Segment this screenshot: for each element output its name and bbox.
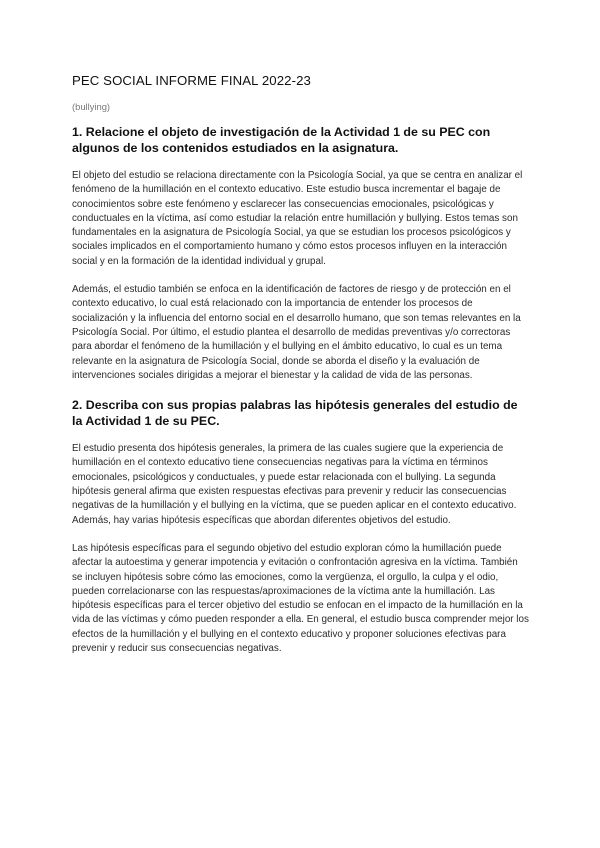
- section-1-paragraph-2: Además, el estudio también se enfoca en la identificación de factores de riesgo y de protección en el contexto educativo, lo cual está relacionado con la importancia de entender los procesos de socialización y la influencia del entorno social en el desarrollo humano, que son temas relevantes en la Psicología Social. Por último, el estudio plantea el desarrollo de medidas preventivas y/o correctoras para abordar el fenómeno de la humillación y el bullying en el ámbito educativo, lo cual es un tema relevante en la asignatura de Psicología Social, donde se aborda el diseño y la evaluación de intervenciones sociales dirigidas a mejorar el bienestar y la calidad de vida de las personas.: [72, 284, 521, 381]
- section-2-paragraph-2: Las hipótesis específicas para el segundo objetivo del estudio exploran cómo la humillación puede afectar la autoestima y generar impotencia y evitación o confrontación agresiva en la víctima. También se incluyen hipótesis sobre cómo las emociones, como la vergüenza, el orgullo, la culpa y el odio, pueden correlacionarse con las respuestas/aproximaciones de la víctima ante la humillación. Las hipótesis específicas para el tercer objetivo del estudio se enfocan en el impacto de la humillación en la vida de las víctimas y cómo pueden responder a ella. En general, el estudio busca comprender mejor los efectos de la humillación y el bullying en el contexto educativo y proponer soluciones efectivas para prevenir y reducir sus consecuencias negativas.: [72, 542, 529, 655]
- document-subtitle: (bullying): [72, 101, 111, 112]
- document-title: PEC SOCIAL INFORME FINAL 2022-23: [72, 73, 311, 88]
- section-2-heading: 2. Describa con sus propias palabras las hipótesis generales del estudio de la Actividad 1 de su PEC.: [72, 398, 518, 429]
- section-2-paragraph-1: El estudio presenta dos hipótesis generales, la primera de las cuales sugiere que la experiencia de humillación en el contexto educativo tiene consecuencias negativas para la víctima en términos emocionales, psicológicos y conductuales, y puede estar relacionada con el bullying. La segunda hipótesis general afirma que existen respuestas efectivas para prevenir y reducir las consecuencias negativas de la humillación y el bullying en la víctima, que se pueden aplicar en el contexto educativo. Además, hay varias hipótesis específicas que abordan diferentes objetivos del estudio.: [72, 443, 517, 526]
- section-1-paragraph-1: El objeto del estudio se relaciona directamente con la Psicología Social, ya que se centra en analizar el fenómeno de la humillación en el contexto educativo. Este estudio busca incrementar el bagaje de conocimientos sobre este fenómeno y esclarecer las consecuencias emocionales, psicológicas y conductuales en la víctima, así como estudiar la relación entre humillación y bullying. Estos temas son fundamentales en la asignatura de Psicología Social, ya que se estudian los procesos psicológicos y sociales implicados en el comportamiento humano y cómo estos procesos influyen en la interacción social y en la formación de la identidad individual y grupal.: [72, 170, 523, 267]
- section-1-heading: 1. Relacione el objeto de investigación de la Actividad 1 de su PEC con algunos de los contenidos estudiados en la asignatura.: [72, 125, 491, 155]
